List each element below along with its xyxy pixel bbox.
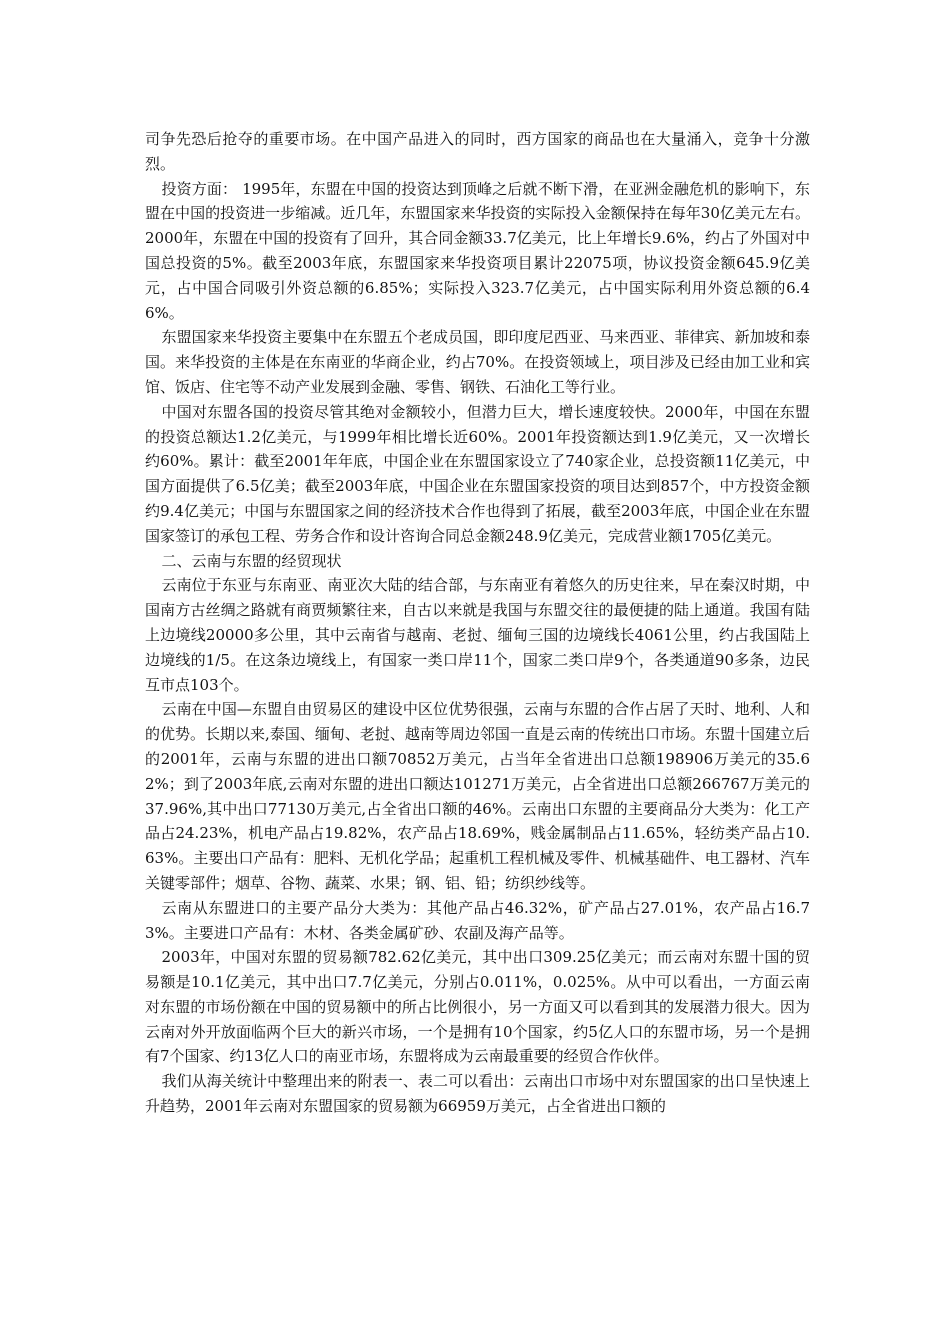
paragraph-trade-2003: 2003年，中国对东盟的贸易额782.62亿美元，其中出口309.25亿美元；而云南对东盟十国的贸易额是10.1亿美元，其中出口7.7亿美元，分别占0.011%，0.025%。从中可以看出，一方面云南对东盟的市场份额在中国的贸易额中的所占比例很小，另一方面又可以看到其的发展潜力很大。因为云南对外开放面临两个巨大的新兴市场，一个是拥有10个国家，约5亿人口的东盟市场，另一个是拥有7个国家、约13亿人口的南亚市场，东盟将成为云南最重要的经贸合作伙伴。 — [145, 948, 810, 1066]
paragraph-china-investment: 中国对东盟各国的投资尽管其绝对金额较小，但潜力巨大，增长速度较快。2000年，中国在东盟的投资总额达1.2亿美元，与1999年相比增长近60%。2001年投资额达到1.9亿美元，又一次增长约60%。累计：截至2001年年底，中国企业在东盟国家设立了740家企业，总投资额11亿美元，中国方面提供了6.5亿美；截至2003年底，中国企业在东盟国家投资的项目达到857个，中方投资金额约9.4亿美元；中国与东盟国家之间的经济技术合作也得到了拓展，截至2003年底，中国企业在东盟国家签订的承包工程、劳务合作和设计咨询合同总金额248.9亿美元，完成营业额1705亿美元。 — [145, 402, 810, 545]
paragraph-continuation: 司争先恐后抢夺的重要市场。在中国产品进入的同时，西方国家的商品也在大量涌入，竞争十分激烈。 — [145, 130, 810, 173]
paragraph-yunnan-advantage: 云南在中国—东盟自由贸易区的建设中区位优势很强，云南与东盟的合作占居了天时、地利、人和的优势。长期以来,泰国、缅甸、老挝、越南等周边邻国一直是云南的传统出口市场。东盟十国建立后的2001年，云南与东盟的进出口额70852万美元，占当年全省进出口总额198906万美元的35.62%；到了2003年底,云南对东盟的进出口额达101271万美元，占全省进出口总额266767万美元的37.96%,其中出口77130万美元,占全省出口额的46%。云南出口东盟的主要商品分大类为：化工产品占24.23%，机电产品占19.82%，农产品占18.69%，贱金属制品占11.65%，轻纺类产品占10.63%。主要出口产品有：肥料、无机化学品；起重机工程机械及零件、机械基础件、电工器材、汽车关键零部件；烟草、谷物、蔬菜、水果；钢、铝、铅；纺织纱线等。 — [145, 700, 810, 892]
paragraph-asean-investment: 东盟国家来华投资主要集中在东盟五个老成员国，即印度尼西亚、马来西亚、菲律宾、新加坡和泰国。来华投资的主体是在东南亚的华商企业，约占70%。在投资领域上，项目涉及已经由加工业和宾馆、饭店、住宅等不动产业发展到金融、零售、钢铁、石油化工等行业。 — [145, 328, 810, 396]
paragraph-customs-stats: 我们从海关统计中整理出来的附表一、表二可以看出：云南出口市场中对东盟国家的出口呈快速上升趋势，2001年云南对东盟国家的贸易额为66959万美元，占全省进出口额的 — [145, 1072, 810, 1116]
paragraph-yunnan-location: 云南位于东亚与东南亚、南亚次大陆的结合部，与东南亚有着悠久的历史往来，早在秦汉时期，中国南方古丝绸之路就有商贾频繁往来，自古以来就是我国与东盟交往的最便捷的陆上通道。我国有陆上边境线20000多公里，其中云南省与越南、老挝、缅甸三国的边境线长4061公里，约占我国陆上边境线的1/5。在这条边境线上，有国家一类口岸11个，国家二类口岸9个，各类通道90多条，边民互市点103个。 — [145, 576, 810, 694]
section-heading: 二、云南与东盟的经贸现状 — [161, 551, 342, 570]
document-page — [145, 127, 810, 1119]
paragraph-investment: 投资方面： 1995年，东盟在中国的投资达到顶峰之后就不断下滑，在亚洲金融危机的影响下，东盟在中国的投资进一步缩减。近几年，东盟国家来华投资的实际投入金额保持在每年30亿美元左右。2000年，东盟在中国的投资有了回升，其合同金额33.7亿美元，比上年增长9.6%，约占了外国对中国总投资的5%。截至2003年底，东盟国家来华投资项目累计22075项，协议投资金额645.9亿美元，占中国合同吸引外资总额的6.85%；实际投入323.7亿美元，占中国实际利用外资总额的6.46%。 — [145, 179, 810, 322]
paragraph-yunnan-imports: 云南从东盟进口的主要产品分大类为：其他产品占46.32%，矿产品占27.01%，农产品占16.73%。主要进口产品有：木材、各类金属矿砂、农副及海产品等。 — [145, 898, 810, 942]
